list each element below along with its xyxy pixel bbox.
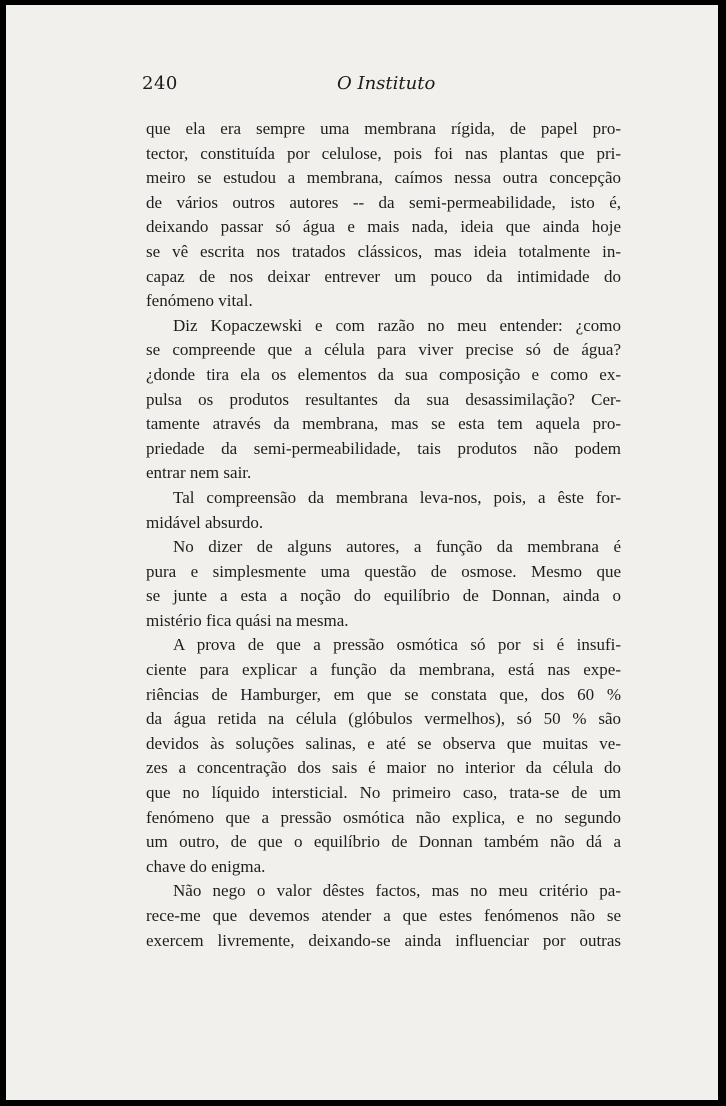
text-line: entrar nem sair. xyxy=(146,463,252,483)
text-line: capaz de nos deixar entrever um pouco da intimidade do xyxy=(146,266,621,286)
body-text xyxy=(146,117,621,953)
page-header xyxy=(6,73,718,103)
book-page xyxy=(6,5,718,1100)
text-line: que ela era sempre uma membrana rígida, de papel pro- xyxy=(146,119,621,138)
text-line: ciente para explicar a função da membrana, está nas expe- xyxy=(146,660,621,680)
text-line: tamente através da membrana, mas se esta tem aquela pro- xyxy=(146,414,621,434)
text-line: meiro se estudou a membrana, caímos nessa outra concepção xyxy=(146,168,621,188)
text-line: da água retida na célula (glóbulos vermelhos), só 50 % são xyxy=(146,709,621,729)
text-line: devidos às soluções salinas, e até se observa que muitas ve- xyxy=(146,733,621,753)
paragraph xyxy=(146,314,621,486)
text-line: A prova de que a pressão osmótica só por si é insufi- xyxy=(173,635,621,655)
text-line: tector, constituída por celulose, pois foi nas plantas que pri- xyxy=(146,143,621,163)
text-line: fenómeno que a pressão osmótica não explica, e no segundo xyxy=(146,807,621,827)
text-line: mistério fica quási na mesma. xyxy=(146,610,349,630)
paragraph xyxy=(146,879,621,953)
text-line: Diz Kopaczewski e com razão no meu entender: ¿como xyxy=(173,315,621,335)
text-line: Tal compreensão da membrana leva-nos, pois, a êste for- xyxy=(173,487,621,507)
text-line: exercem livremente, deixando-se ainda influenciar por outras xyxy=(146,930,621,950)
paragraph xyxy=(146,535,621,633)
text-line: riências de Hamburger, em que se constata que, dos 60 % xyxy=(146,684,621,704)
text-line: zes a concentração dos sais é maior no interior da célula do xyxy=(146,758,621,778)
paragraph xyxy=(146,633,621,879)
paragraph xyxy=(146,117,621,314)
text-line: pura e simplesmente uma questão de osmose. Mesmo que xyxy=(146,561,621,581)
text-line: se junte a esta a noção do equilíbrio de Donnan, ainda o xyxy=(146,586,621,606)
text-line: ¿donde tira ela os elementos da sua composição e como ex- xyxy=(146,364,621,384)
text-line: um outro, de que o equilíbrio de Donnan também não dá a xyxy=(146,832,621,852)
text-line: Não nego o valor dêstes factos, mas no meu critério pa- xyxy=(173,881,621,901)
text-line: midável absurdo. xyxy=(146,512,264,532)
text-line: de vários outros autores -- da semi-permeabilidade, isto é, xyxy=(146,192,621,212)
text-line: rece-me que devemos atender a que estes fenómenos não se xyxy=(146,906,621,925)
text-line: chave do enigma. xyxy=(146,856,266,876)
paragraph xyxy=(146,486,621,535)
text-line: priedade da semi-permeabilidade, tais produtos não podem xyxy=(146,438,621,458)
text-line: se vê escrita nos tratados clássicos, mas ideia totalmente in- xyxy=(146,241,621,261)
text-line: se compreende que a célula para viver precise só de água? xyxy=(146,340,621,360)
text-line: pulsa os produtos resultantes da sua desassimilação? Cer- xyxy=(146,389,621,409)
text-line: fenómeno vital. xyxy=(146,291,253,311)
text-line: No dizer de alguns autores, a função da membrana é xyxy=(173,537,621,557)
running-title: O Instituto xyxy=(337,73,436,94)
page-number: 240 xyxy=(142,73,178,94)
text-line: deixando passar só água e mais nada, ideia que ainda hoje xyxy=(146,217,621,237)
text-line: que no líquido intersticial. No primeiro caso, trata-se de um xyxy=(146,783,621,803)
